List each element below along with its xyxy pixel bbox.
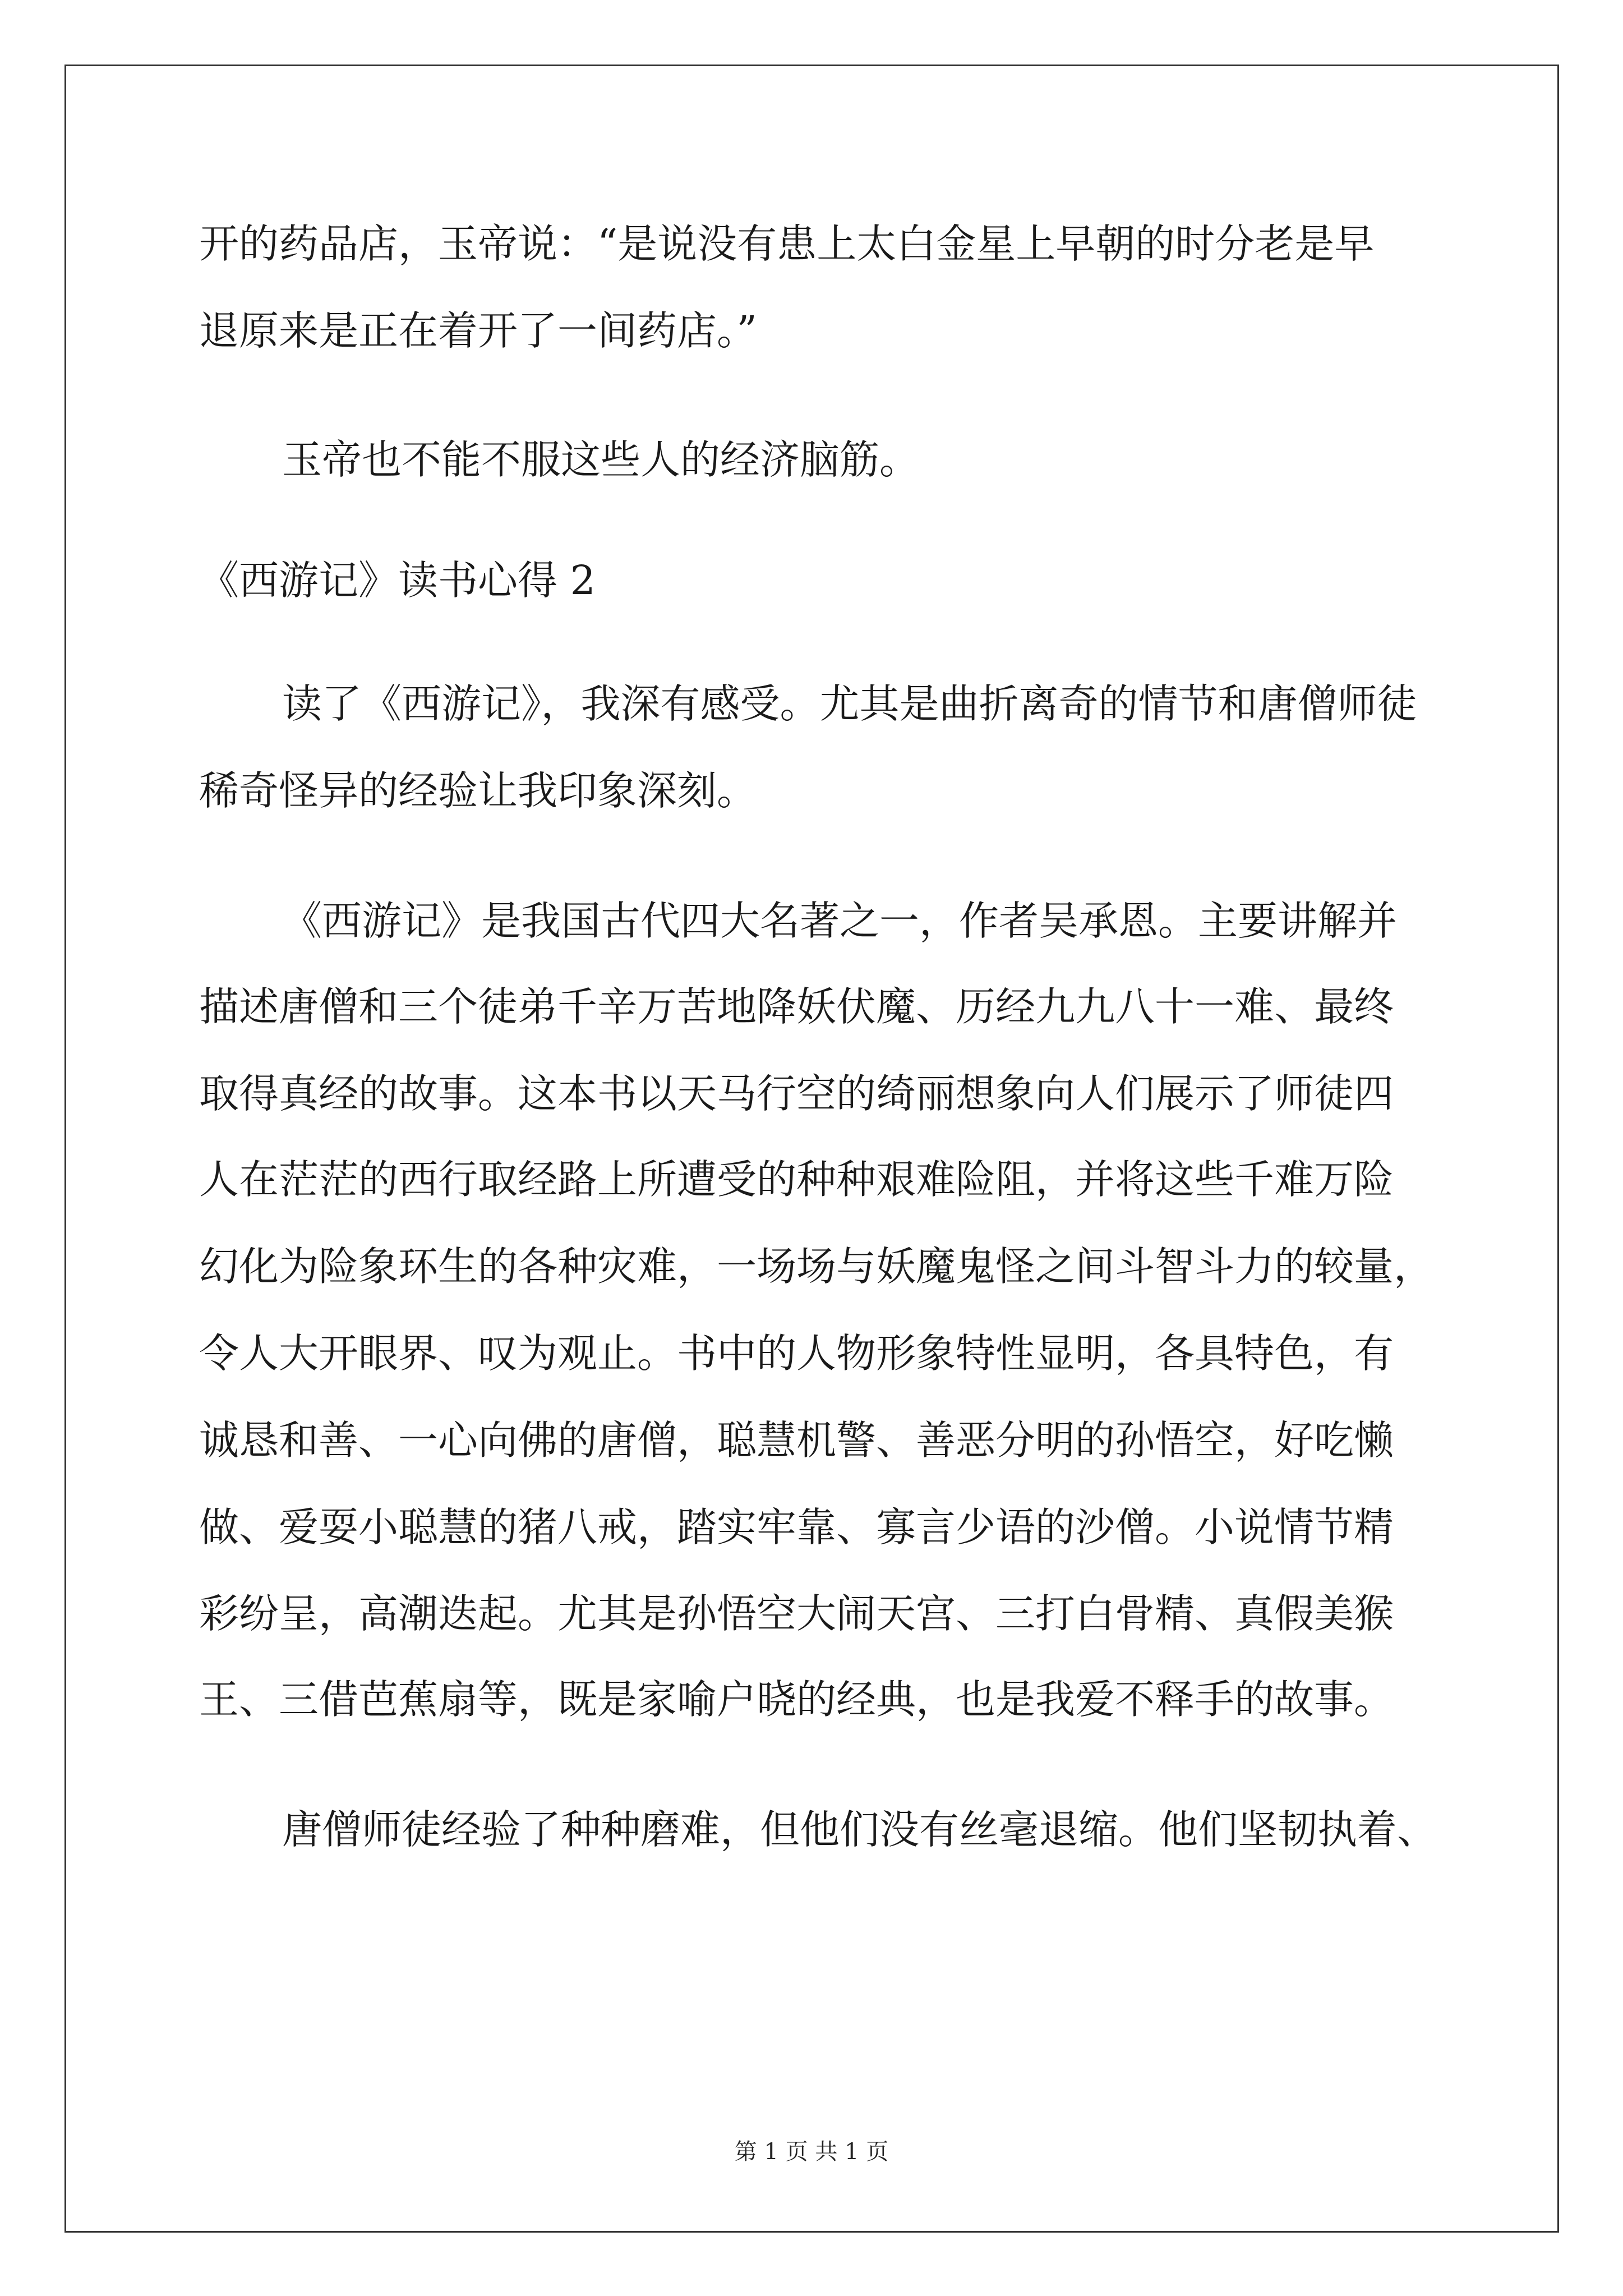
text-line: 幻化为险象环生的各种灾难，一场场与妖魔鬼怪之间斗智斗力的较量， — [199, 1243, 1434, 1290]
text-line: 王、三借芭蕉扇等，既是家喻户晓的经典，也是我爱不释手的故事。 — [199, 1676, 1394, 1723]
text-line: 稀奇怪异的经验让我印象深刻。 — [199, 767, 757, 814]
text-line: 退原来是正在着开了一间药店。” — [199, 307, 757, 354]
text-line: 彩纷呈，高潮迭起。尤其是孙悟空大闹天宫、三打白骨精、真假美猴 — [199, 1590, 1394, 1637]
text-line: 描述唐僧和三个徒弟千辛万苦地降妖伏魔、历经九九八十一难、最终 — [199, 983, 1394, 1030]
text-line: 取得真经的故事。这本书以天马行空的绮丽想象向人们展示了师徒四 — [199, 1070, 1394, 1117]
text-line: 令人大开眼界、叹为观止。书中的人物形象特性显明，各具特色，有 — [199, 1330, 1394, 1377]
text-line: 诚恳和善、一心向佛的唐僧，聪慧机警、善恶分明的孙悟空，好吃懒 — [199, 1417, 1394, 1464]
page-number: 第 1 页 共 1 页 — [734, 2139, 889, 2165]
text-line: 开的药品店，玉帝说：“是说没有患上太白金星上早朝的时分老是早 — [199, 220, 1375, 267]
page-border — [64, 65, 1559, 2233]
paragraph-line: 玉帝也不能不服这些人的经济脑筋。 — [282, 436, 920, 483]
paragraph-line: 唐僧师徒经验了种种磨难，但他们没有丝毫退缩。他们坚韧执着、 — [282, 1806, 1437, 1853]
section-heading: 《西游记》读书心得 2 — [199, 557, 596, 604]
text-line: 做、爱耍小聪慧的猪八戒，踏实牢靠、寡言少语的沙僧。小说情节精 — [199, 1504, 1394, 1550]
paragraph-line: 《西游记》是我国古代四大名著之一，作者吴承恩。主要讲解并 — [282, 898, 1398, 944]
text-line: 人在茫茫的西行取经路上所遭受的种种艰难险阻，并将这些千难万险 — [199, 1156, 1394, 1203]
paragraph-line: 读了《西游记》，我深有感受。尤其是曲折离奇的情节和唐僧师徒 — [282, 680, 1417, 727]
